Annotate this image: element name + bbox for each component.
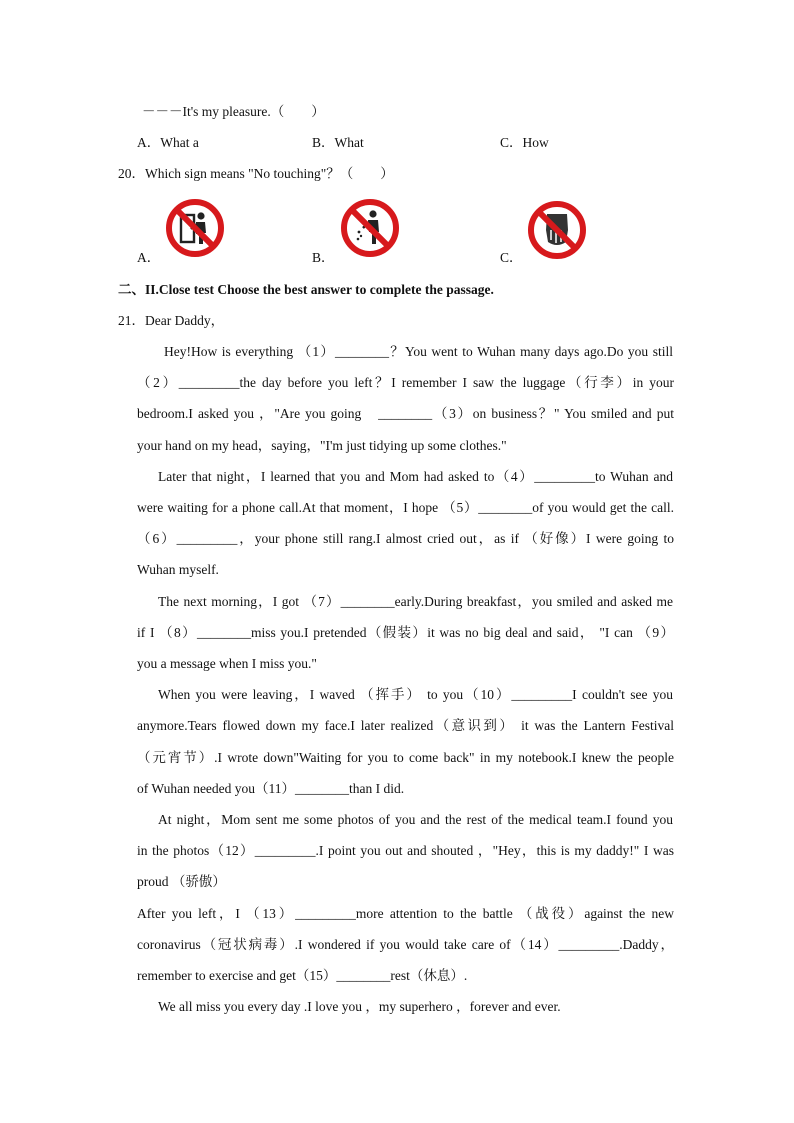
no-littering-icon[interactable]	[340, 198, 400, 258]
q21-salutation: 21．Dear Daddy，	[118, 313, 225, 328]
passage-line: （2）_________the day before you left？I remember I saw the luggage（行李）in your	[137, 375, 674, 390]
q19-option-c[interactable]: C．How	[500, 135, 549, 150]
passage-line: bedroom.I asked you ，"Are you going ________（3）on business？" You smiled and put	[137, 406, 674, 421]
passage-line: After you left，I （13）_________more attention to the battle （战役）against the new	[137, 906, 674, 921]
passage-line: Hey!How is everything （1）________？You went to Wuhan many days ago.Do you still	[164, 344, 673, 359]
passage-line: remember to exercise and get（15）________rest（休息）.	[137, 968, 468, 983]
passage-line: We all miss you every day .I love you ，my superhero ，forever and ever.	[158, 999, 561, 1014]
passage-line: （6）_________，your phone still rang.I almost cried out，as if （好像）I were going to	[137, 531, 674, 546]
passage-line: When you were leaving，I waved （挥手） to you（10）_________I couldn't see you	[158, 687, 673, 702]
passage-line: were waiting for a phone call.At that moment，I hope （5）________of you would get the call.	[137, 500, 674, 515]
q20-option-c[interactable]: C．	[500, 250, 523, 265]
passage-line: （元宵节）.I wrote down"Waiting for you to come back" in my notebook.I knew the people	[137, 750, 674, 765]
passage-line: coronavirus（冠状病毒）.I wondered if you would take care of（14）_________.Daddy，	[137, 937, 674, 952]
section-heading: 二、II.Close test Choose the best answer to complete the passage.	[118, 282, 494, 297]
passage-line: in the photos（12）_________.I point you out and shouted ，"Hey，this is my daddy!" I was	[137, 843, 674, 858]
passage-line: The next morning，I got （7）________early.During breakfast，you smiled and asked me	[158, 594, 673, 609]
q20-option-b[interactable]: B．	[312, 250, 335, 265]
passage-line: Later that night，I learned that you and Mom had asked to（4）_________to Wuhan and	[158, 469, 673, 484]
no-touching-hand-icon[interactable]	[527, 200, 587, 260]
q19-dialog: －－－It's my pleasure.（ ）	[142, 104, 325, 119]
passage-line: proud （骄傲）	[137, 874, 226, 889]
passage-line: anymore.Tears flowed down my face.I later realized（意识到） it was the Lantern Festival	[137, 718, 674, 733]
passage-line: of Wuhan needed you（11）________than I did.	[137, 781, 405, 796]
passage-line: you a message when I miss you."	[137, 656, 317, 671]
passage-line: At night，Mom sent me some photos of you and the rest of the medical team.I found you	[158, 812, 673, 827]
passage-line: Wuhan myself.	[137, 562, 219, 577]
q20-option-a[interactable]: A．	[137, 250, 161, 265]
q19-option-a[interactable]: A．What a	[137, 135, 199, 150]
no-entry-door-icon[interactable]	[165, 198, 225, 258]
passage-line: your hand on my head，saying，"I'm just tidying up some clothes."	[137, 438, 507, 453]
q19-option-b[interactable]: B．What	[312, 135, 364, 150]
q20-stem: 20．Which sign means "No touching"？（ ）	[118, 166, 394, 181]
passage-line: if I （8）________miss you.I pretended（假装）it was no big deal and said， "I can （9）	[137, 625, 674, 640]
